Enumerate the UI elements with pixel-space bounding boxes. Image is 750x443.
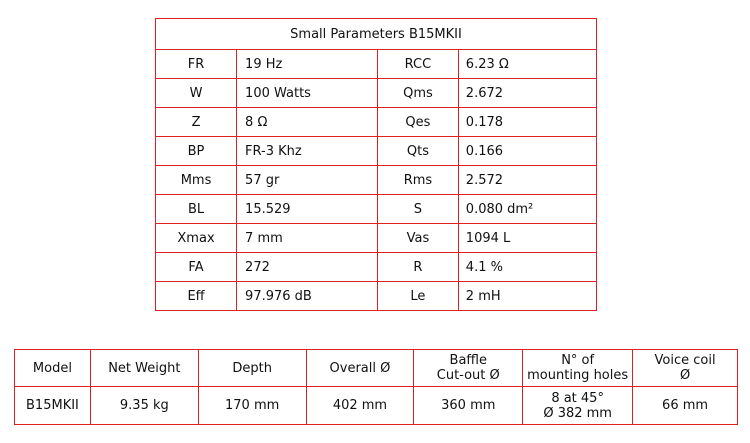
param-label: BP bbox=[156, 137, 237, 166]
header-baffle-cutout: Baffle Cut-out Ø bbox=[414, 350, 523, 387]
param-label: Mms bbox=[156, 166, 237, 195]
header-depth: Depth bbox=[198, 350, 306, 387]
param-value: 7 mm bbox=[237, 224, 378, 253]
param-value: 19 Hz bbox=[237, 50, 378, 79]
cell-baffle-cutout: 360 mm bbox=[414, 387, 523, 425]
specifications-table bbox=[14, 349, 738, 425]
param-value: 100 Watts bbox=[237, 79, 378, 108]
cell-depth: 170 mm bbox=[198, 387, 306, 425]
param-label: Xmax bbox=[156, 224, 237, 253]
param-row bbox=[156, 282, 597, 311]
param-value: 6.23 Ω bbox=[458, 50, 596, 79]
param-row bbox=[156, 224, 597, 253]
header-net-weight: Net Weight bbox=[90, 350, 198, 387]
param-value: 2.572 bbox=[458, 166, 596, 195]
param-label: BL bbox=[156, 195, 237, 224]
param-label: Eff bbox=[156, 282, 237, 311]
param-label: Qms bbox=[378, 79, 459, 108]
param-label: Le bbox=[378, 282, 459, 311]
cell-voice-coil: 66 mm bbox=[633, 387, 738, 425]
cell-model: B15MKII bbox=[15, 387, 91, 425]
cell-net-weight: 9.35 kg bbox=[90, 387, 198, 425]
param-label: Z bbox=[156, 108, 237, 137]
table-title: Small Parameters B15MKII bbox=[156, 19, 597, 50]
header-mounting-holes: N° of mounting holes bbox=[523, 350, 633, 387]
param-label: RCC bbox=[378, 50, 459, 79]
param-value: FR-3 Khz bbox=[237, 137, 378, 166]
param-label: FA bbox=[156, 253, 237, 282]
param-value: 2 mH bbox=[458, 282, 596, 311]
param-label: Qts bbox=[378, 137, 459, 166]
param-value: 4.1 % bbox=[458, 253, 596, 282]
specs-header-row bbox=[15, 350, 738, 387]
param-value: 2.672 bbox=[458, 79, 596, 108]
param-value: 0.178 bbox=[458, 108, 596, 137]
param-row bbox=[156, 195, 597, 224]
header-model: Model bbox=[15, 350, 91, 387]
param-value: 1094 L bbox=[458, 224, 596, 253]
header-overall-diameter: Overall Ø bbox=[306, 350, 414, 387]
param-row bbox=[156, 108, 597, 137]
param-label: Rms bbox=[378, 166, 459, 195]
param-label: Qes bbox=[378, 108, 459, 137]
param-row bbox=[156, 166, 597, 195]
param-label: R bbox=[378, 253, 459, 282]
param-value: 0.166 bbox=[458, 137, 596, 166]
specs-data-row bbox=[15, 387, 738, 425]
cell-mounting-holes: 8 at 45° Ø 382 mm bbox=[523, 387, 633, 425]
param-value: 57 gr bbox=[237, 166, 378, 195]
param-value: 97.976 dB bbox=[237, 282, 378, 311]
param-value: 8 Ω bbox=[237, 108, 378, 137]
param-row bbox=[156, 253, 597, 282]
cell-overall-diameter: 402 mm bbox=[306, 387, 414, 425]
param-row bbox=[156, 137, 597, 166]
param-value: 272 bbox=[237, 253, 378, 282]
param-row bbox=[156, 50, 597, 79]
param-label: FR bbox=[156, 50, 237, 79]
param-label: Vas bbox=[378, 224, 459, 253]
param-value: 15.529 bbox=[237, 195, 378, 224]
header-voice-coil: Voice coil Ø bbox=[633, 350, 738, 387]
small-parameters-table bbox=[155, 18, 597, 311]
param-label: W bbox=[156, 79, 237, 108]
param-row bbox=[156, 79, 597, 108]
param-label: S bbox=[378, 195, 459, 224]
param-value: 0.080 dm² bbox=[458, 195, 596, 224]
